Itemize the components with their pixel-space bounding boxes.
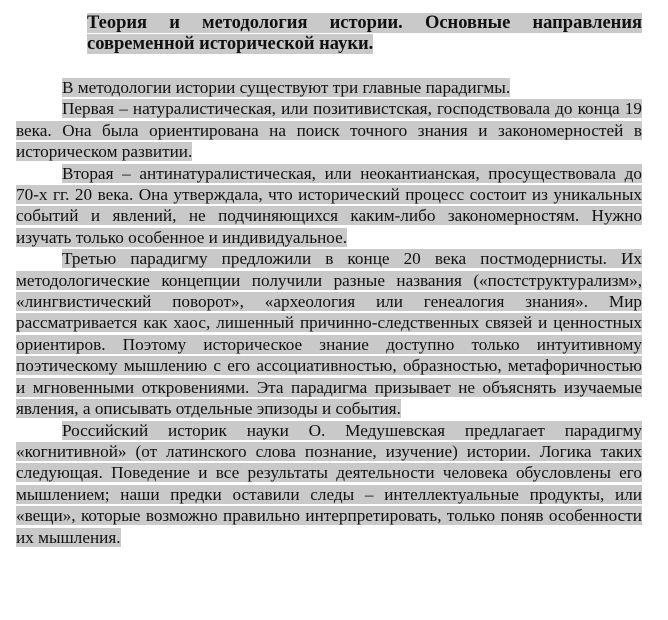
paragraph-4: Третью парадигму предложили в конце 20 века постмодернисты. Их методологические концепции получили разные названия («постструктурализм», «лингвистический поворот», «археология или генеалогия знания». Мир рассматривается как хаос, лишенный причинно-следственных связей и ценностных ориентиров. Поэтому историческое знание доступно только интуитивному поэтическому мышлению с его ассоциативностью, образностью, метафоричностью и мгновенными откровениями. Эта парадигма призывает не объяснять изучаемые явления, а описывать отдельные эпизоды и события. (16, 249, 642, 419)
paragraph-1: В методологии истории существуют три главные парадигмы. (62, 78, 511, 97)
paragraph-3: Вторая – антинатуралистическая, или неокантианская, просуществовала до 70-х гг. 20 века. Она утверждала, что исторический процесс состоит из уникальных событий и явлений, не подчиняющихся каким-либо закономерностям. Нужно изучать только особенное и индивидуальное. (16, 163, 642, 247)
title-text: Теория и методология истории. Основные направления современной исторической науки. (87, 13, 642, 54)
document-body (16, 77, 642, 548)
paragraph-2: Первая – натуралистическая, или позитивистская, господствовала до конца 19 века. Она была ориентирована на поиск точного знания и закономерностей в историческом развитии. (16, 99, 642, 162)
document-title (87, 13, 642, 55)
paragraph-5: Российский историк науки О. Медушевская предлагает парадигму «когнитивной» (от латинского слова познание, изучение) истории. Логика таких следующая. Поведение и все результаты деятельности человека обусловлены его мышлением; наши предки оставили следы – интеллектуальные продукты, или «вещи», которые возможно правильно интерпретировать, только поняв особенности их мышления. (16, 420, 642, 547)
